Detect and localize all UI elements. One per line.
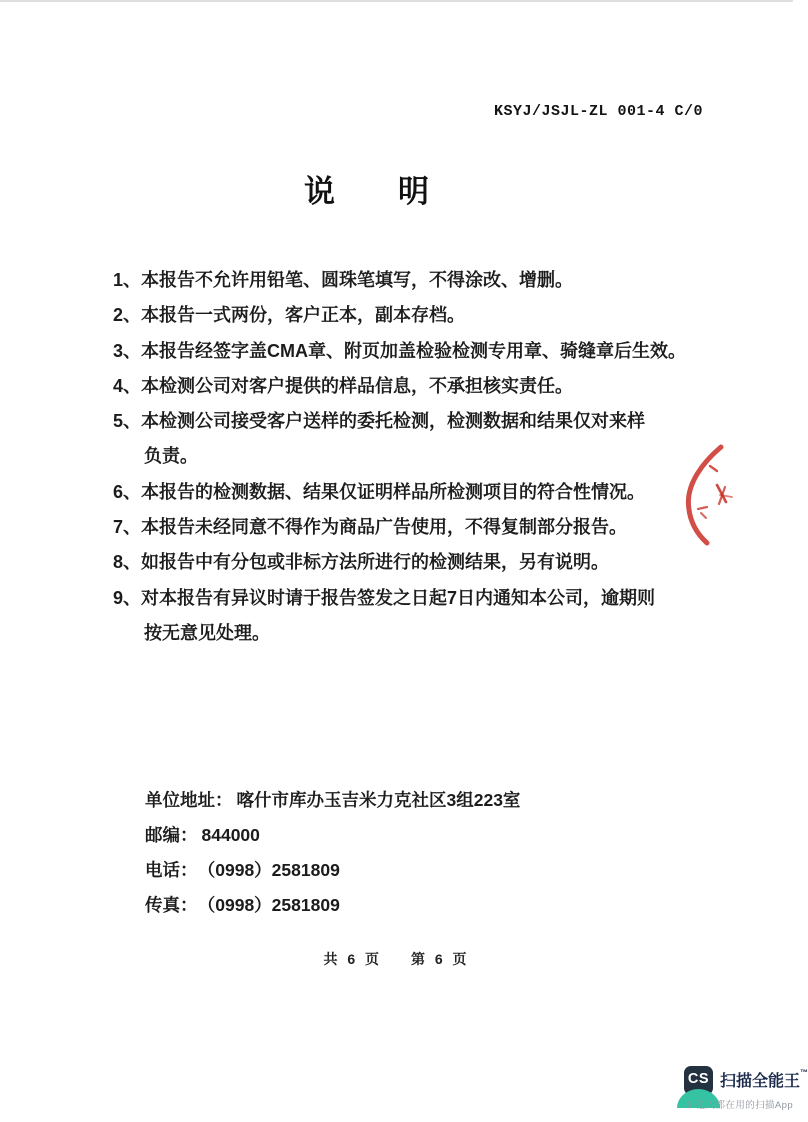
note-number: 4、 bbox=[113, 375, 142, 396]
note-item-5 bbox=[113, 404, 679, 439]
note-text: 本报告未经同意不得作为商品广告使用，不得复制部分报告。 bbox=[141, 517, 628, 538]
note-number: 7、 bbox=[113, 517, 142, 538]
contact-postcode-value: 844000 bbox=[201, 825, 260, 845]
note-item-6 bbox=[113, 475, 679, 510]
contact-address-value: 喀什市库办玉吉米力克社区3组223室 bbox=[236, 790, 521, 810]
note-number: 9、 bbox=[113, 587, 142, 608]
note-item-3 bbox=[113, 334, 687, 369]
note-text: 本报告经签字盖CMA章、附页加盖检验检测专用章、骑缝章后生效。 bbox=[141, 340, 687, 361]
note-number: 2、 bbox=[113, 305, 142, 326]
note-number: 1、 bbox=[113, 270, 142, 290]
note-item-8 bbox=[113, 545, 679, 580]
page-number-footer bbox=[0, 949, 793, 969]
note-text: 本检测公司接受客户送样的委托检测，检测数据和结果仅对来样 bbox=[141, 411, 646, 432]
note-item-9-continuation bbox=[113, 616, 679, 651]
camscanner-brand-text bbox=[720, 1068, 808, 1091]
notes-list bbox=[113, 263, 687, 651]
contact-fax-label: 传真： bbox=[145, 895, 198, 915]
contact-fax-value: （0998）2581809 bbox=[206, 895, 340, 915]
note-number: 8、 bbox=[113, 552, 142, 573]
note-item-4 bbox=[113, 369, 679, 404]
page-title-char-2: 明 bbox=[398, 174, 429, 209]
note-number: 6、 bbox=[113, 481, 142, 502]
contact-postcode bbox=[145, 818, 605, 853]
note-text: 本报告一式两份，客户正本，副本存档。 bbox=[141, 305, 466, 326]
contact-block bbox=[145, 783, 605, 923]
note-text: 本报告不允许用铅笔、圆珠笔填写，不得涂改、增删。 bbox=[141, 270, 574, 290]
note-text: 负责。 bbox=[144, 446, 198, 467]
note-text: 本检测公司对客户提供的样品信息，不承担核实责任。 bbox=[141, 375, 574, 396]
note-text: 按无意见处理。 bbox=[144, 622, 270, 643]
note-text: 对本报告有异议时请于报告签发之日起7日内通知本公司，逾期则 bbox=[141, 587, 656, 608]
camscanner-brand-name: 扫描全能王 bbox=[720, 1073, 801, 1090]
current-page: 第 6 页 bbox=[410, 951, 470, 967]
contact-address bbox=[145, 783, 605, 818]
note-item-2 bbox=[113, 298, 679, 333]
note-text: 如报告中有分包或非标方法所进行的检测结果，另有说明。 bbox=[141, 552, 610, 573]
total-pages: 共 6 页 bbox=[323, 951, 383, 967]
document-code: KSYJ/JSJL-ZL 001-4 C/0 bbox=[494, 103, 704, 120]
contact-fax bbox=[145, 888, 605, 923]
note-number: 5、 bbox=[113, 411, 142, 432]
camscanner-tagline: 3 亿人都在用的扫描App bbox=[687, 1100, 794, 1111]
scan-edge-artifact bbox=[0, 0, 793, 2]
contact-phone-value: （0998）2581809 bbox=[206, 860, 340, 880]
note-item-5-continuation bbox=[113, 439, 679, 474]
note-item-1 bbox=[113, 263, 679, 298]
camscanner-logo-icon bbox=[684, 1066, 713, 1095]
red-seal-stamp-fragment-icon bbox=[676, 428, 794, 570]
contact-phone-label: 电话： bbox=[145, 860, 198, 880]
note-text: 本报告的检测数据、结果仅证明样品所检测项目的符合性情况。 bbox=[141, 481, 646, 502]
contact-postcode-label: 邮编： bbox=[145, 825, 198, 845]
camscanner-logo-letters: CS bbox=[687, 1070, 710, 1087]
contact-address-label: 单位地址： bbox=[145, 790, 233, 810]
page-title bbox=[304, 166, 429, 211]
contact-phone bbox=[145, 853, 605, 888]
note-number: 3、 bbox=[113, 340, 142, 361]
note-item-9 bbox=[113, 581, 679, 616]
note-item-7 bbox=[113, 510, 679, 545]
trademark-symbol: ™ bbox=[800, 1068, 808, 1077]
page-title-char-1: 说 bbox=[304, 174, 335, 209]
